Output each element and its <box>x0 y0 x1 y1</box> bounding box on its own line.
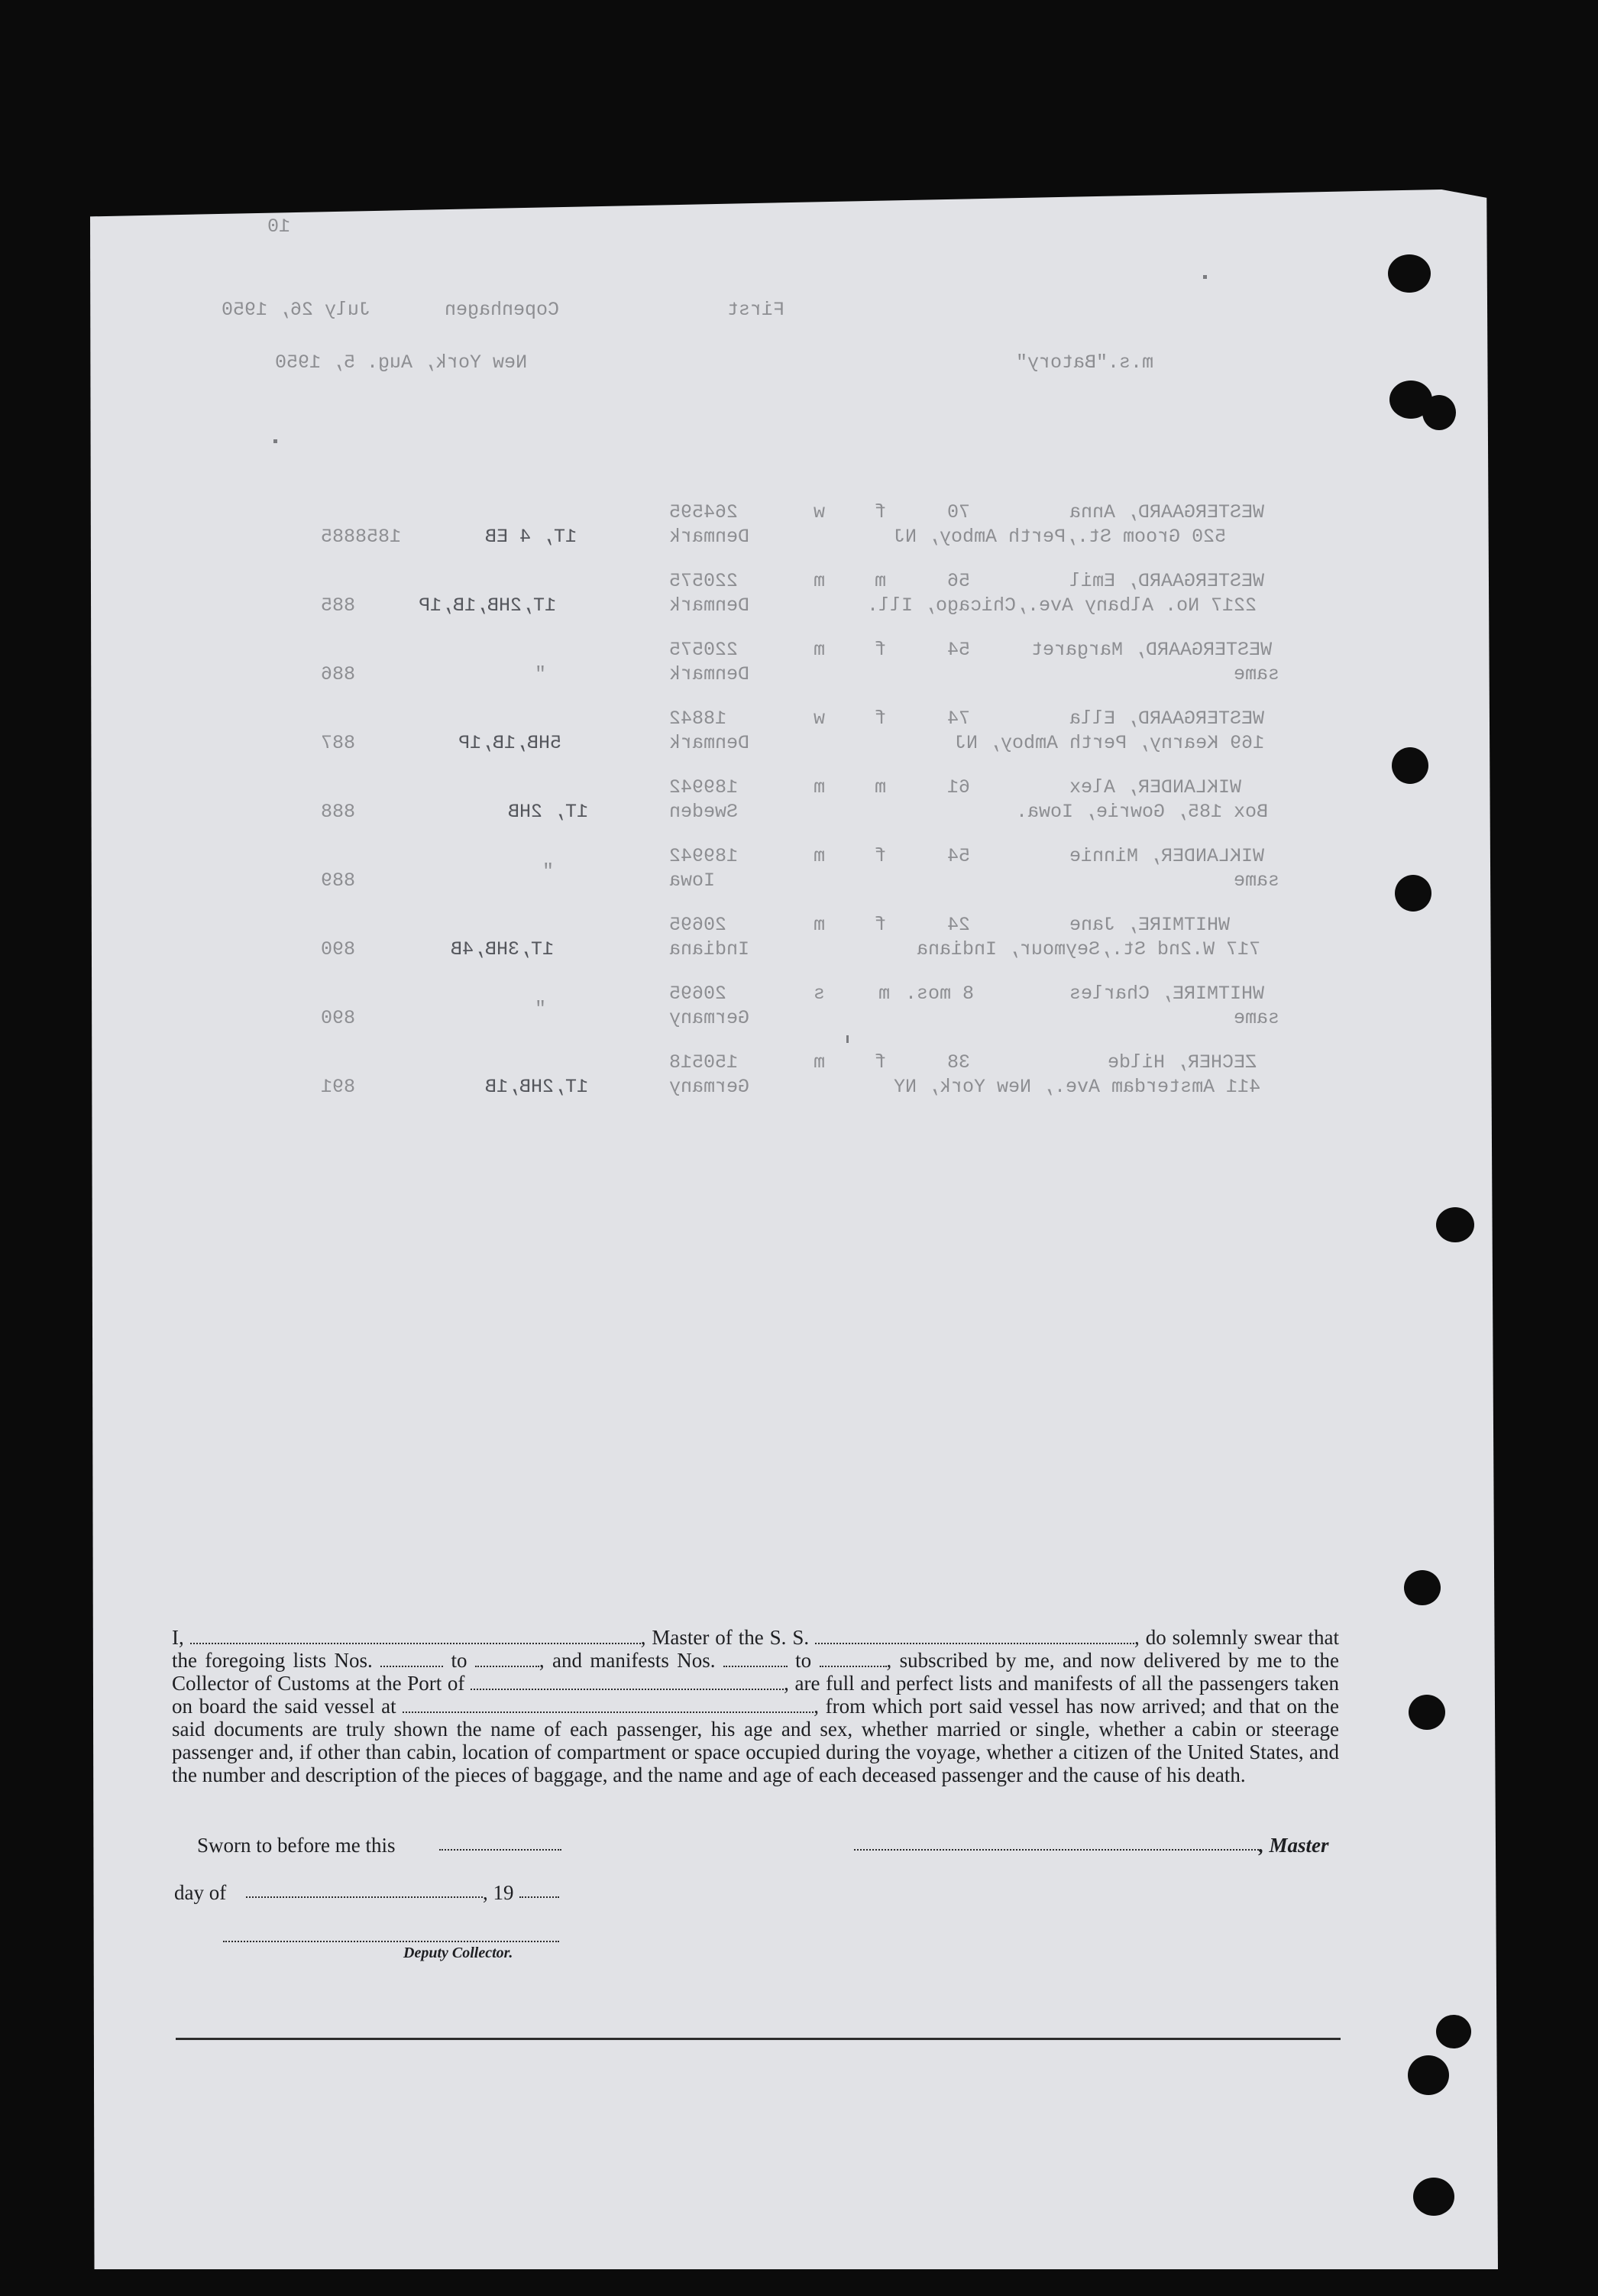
oath-text: , from which <box>814 1695 923 1718</box>
passenger-accommodation: " <box>535 998 547 1020</box>
passenger-accommodation: 5HB,1B,1P <box>458 732 562 754</box>
passenger-name: WHITMIRE, Jane <box>1069 914 1231 936</box>
passenger-number: 889 <box>321 870 356 892</box>
passenger-country: Denmark <box>669 732 750 754</box>
passenger-number: 890 <box>321 938 356 960</box>
departure-port-blank <box>403 1698 814 1713</box>
passenger-cert: 189942 <box>669 845 739 867</box>
day-of-blank <box>246 1896 483 1898</box>
passenger-sex: m <box>875 570 887 592</box>
passenger-age: 24 <box>947 914 971 936</box>
punch-hole <box>1409 1695 1445 1730</box>
passenger-country: Indiana <box>669 938 750 960</box>
ship-name-blank <box>815 1629 1134 1644</box>
passenger-address: 411 Amsterdam Ave., New York, NY <box>894 1076 1261 1098</box>
passenger-status: w <box>814 708 826 730</box>
manifest-to-blank <box>820 1652 887 1667</box>
passenger-cert: 264595 <box>669 501 739 523</box>
passenger-accommodation: 1T,2HB,1B <box>485 1076 589 1098</box>
passenger-age: 8 mos. <box>905 983 975 1005</box>
speck <box>846 1035 849 1043</box>
list-to-blank <box>475 1652 539 1667</box>
passenger-number: 1858885 <box>321 526 402 548</box>
passenger-sex: m <box>875 776 887 798</box>
punch-hole <box>1404 1570 1441 1605</box>
year-blank <box>519 1896 559 1898</box>
passenger-number: 885 <box>321 594 356 617</box>
oath-text: to <box>795 1649 812 1672</box>
master-label: , Master <box>1259 1834 1329 1857</box>
passenger-cert: 20695 <box>669 983 727 1005</box>
passenger-cert: 18842 <box>669 708 727 730</box>
passenger-status: m <box>814 914 826 936</box>
punch-hole <box>1408 2055 1449 2095</box>
page-number: 10 <box>267 215 291 238</box>
sworn-label: Sworn to before me this <box>197 1834 396 1857</box>
punch-hole <box>1388 254 1431 293</box>
port-blank <box>471 1675 784 1690</box>
passenger-country: Denmark <box>669 526 750 548</box>
passenger-age: 38 <box>947 1051 971 1074</box>
bottom-rule <box>176 2038 1341 2040</box>
passenger-accommodation: " <box>535 663 547 685</box>
speck <box>1203 275 1207 279</box>
passenger-accommodation: " <box>542 860 555 882</box>
passenger-status: m <box>814 570 826 592</box>
passenger-age: 54 <box>947 639 971 661</box>
passenger-number: 887 <box>321 732 356 754</box>
passenger-age: 70 <box>947 501 971 523</box>
passenger-age: 74 <box>947 708 971 730</box>
passenger-sex: f <box>875 845 887 867</box>
oath-text: manifests of all the passengers taken on board the said vessel at <box>172 1672 1340 1718</box>
oath-text: to <box>451 1649 467 1672</box>
passenger-name: WESTERGAARD, Ella <box>1069 708 1265 730</box>
passenger-accommodation: 1T, 2HB <box>508 801 589 823</box>
passenger-address: Box 185, Gowrie, Iowa. <box>1016 801 1269 823</box>
year-label: , 19 <box>483 1881 514 1904</box>
passenger-name: ZECHER, Hilde <box>1108 1051 1257 1074</box>
passenger-status: m <box>814 1051 826 1074</box>
departure-date: July 26, 1950 <box>222 299 371 321</box>
passenger-country: Iowa <box>669 870 716 892</box>
passenger-address: same <box>1234 663 1280 685</box>
speck <box>273 439 277 443</box>
passenger-cert: 150518 <box>669 1051 739 1074</box>
passenger-country: Sweden <box>669 801 739 823</box>
list-from-blank <box>380 1652 443 1667</box>
class-label: First <box>727 299 785 321</box>
passenger-name: WIKLANDER, Alex <box>1069 776 1242 798</box>
passenger-age: 56 <box>947 570 971 592</box>
passenger-cert: 220575 <box>669 570 739 592</box>
passenger-address: 2217 No. Albany Ave.,Chicago, Ill. <box>867 594 1257 617</box>
passenger-name: WIKLANDER, Minnie <box>1069 845 1265 867</box>
passenger-sex: f <box>875 1051 887 1074</box>
master-name-blank <box>190 1629 641 1644</box>
sworn-date-blank <box>439 1849 561 1851</box>
passenger-sex: f <box>875 708 887 730</box>
passenger-age: 61 <box>947 776 971 798</box>
departure-port: Copenhagen <box>445 299 560 321</box>
passenger-status: m <box>814 776 826 798</box>
oath-text: , Master of the S. S. <box>640 1626 810 1649</box>
punch-hole <box>1436 1207 1474 1242</box>
arrival-info: New York, Aug. 5, 1950 <box>275 351 528 374</box>
oath-text: , subscribed by me, and now <box>886 1649 1136 1672</box>
passenger-address: 717 W.2nd St.,Seymour, Indiana <box>917 938 1261 960</box>
passenger-sex: f <box>875 639 887 661</box>
punch-hole <box>1395 875 1431 912</box>
manifest-from-blank <box>723 1652 788 1667</box>
passenger-cert: 20695 <box>669 914 727 936</box>
oath-text: , do solemnly <box>1134 1626 1248 1649</box>
oath-text: delivered by me to the Collector of Customs at the Port of <box>172 1649 1340 1695</box>
oath-text: , are full and perfect lists and <box>784 1672 1028 1695</box>
passenger-name: WESTERGAARD, Emil <box>1069 570 1265 592</box>
master-signature-blank <box>854 1849 1259 1851</box>
deputy-collector-label: Deputy Collector. <box>403 1945 513 1961</box>
passenger-accommodation: 1T, 4 EB <box>485 526 577 548</box>
passenger-number: 890 <box>321 1007 356 1029</box>
passenger-name: WESTERGAARD, Anna <box>1069 501 1265 523</box>
passenger-status: w <box>814 501 826 523</box>
passenger-sex: f <box>875 914 887 936</box>
passenger-country: Denmark <box>669 594 750 617</box>
punch-hole <box>1392 747 1428 784</box>
passenger-status: m <box>814 639 826 661</box>
passenger-country: Germany <box>669 1007 750 1029</box>
passenger-address: 169 Kearny, Perth Amboy, NJ <box>955 732 1265 754</box>
passenger-sex: m <box>878 983 891 1005</box>
passenger-cert: 189942 <box>669 776 739 798</box>
passenger-number: 886 <box>321 663 356 685</box>
punch-hole <box>1413 2178 1454 2216</box>
oath-text: , and manifests Nos. <box>539 1649 716 1672</box>
passenger-accommodation: 1T,3HB,4B <box>451 938 555 960</box>
passenger-address: same <box>1234 870 1280 892</box>
passenger-country: Denmark <box>669 663 750 685</box>
passenger-country: Germany <box>669 1076 750 1098</box>
passenger-status: m <box>814 845 826 867</box>
punch-hole <box>1422 395 1456 430</box>
oath-statement <box>172 1626 1339 1786</box>
passenger-number: 891 <box>321 1076 356 1098</box>
deputy-signature-blank <box>223 1941 559 1942</box>
passenger-name: WESTERGAARD, Margaret <box>1031 639 1273 661</box>
passenger-address: same <box>1234 1007 1280 1029</box>
passenger-number: 888 <box>321 801 356 823</box>
passenger-accommodation: 1T,2HB,1B,1P <box>419 594 557 617</box>
passenger-age: 54 <box>947 845 971 867</box>
passenger-sex: f <box>875 501 887 523</box>
passenger-status: s <box>814 983 826 1005</box>
oath-text: swear that the foregoing lists Nos. <box>172 1626 1339 1672</box>
punch-hole <box>1436 2015 1471 2048</box>
vessel-name: m.s."Batory" <box>1016 351 1154 374</box>
oath-text: port said vessel has now arrived; and that on the said documents are truly shown the name of each passenger, his age and sex, whether married or single, whether a cabin or steerage passenger and, if other than cabin, location of compartment or space occupied during the voyage, whether a citizen of the United States, and the number and description of the pieces of baggage, and the name and age of each deceased passenger and the cause of his death. <box>172 1695 1339 1786</box>
oath-text: I, <box>172 1626 184 1649</box>
day-of-label: day of <box>174 1881 227 1904</box>
passenger-cert: 220575 <box>669 639 739 661</box>
passenger-name: WHITMIRE, Charles <box>1069 983 1265 1005</box>
passenger-address: 520 Groom St.,Perth Amboy, NJ <box>894 526 1227 548</box>
manifest-sheet <box>90 189 1498 2269</box>
